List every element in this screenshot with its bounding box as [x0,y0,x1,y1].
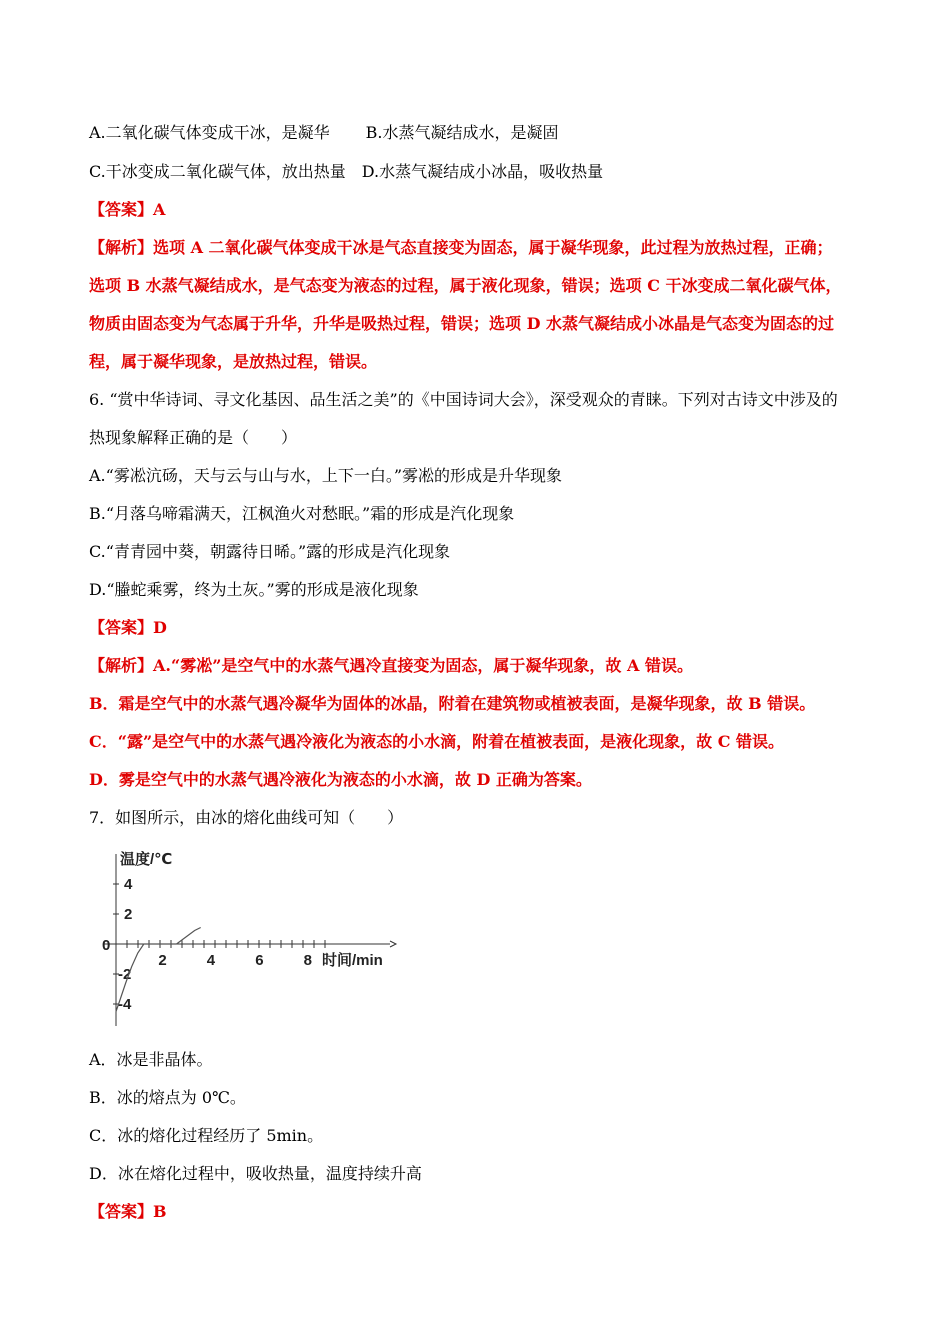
q6-analysis-line: D．雾是空气中的水蒸气遇冷液化为液态的小水滴，故 D 正确为答案。 [89,770,592,789]
x-tick-label: 4 [206,952,216,969]
q5-option-a: A.二氧化碳气体变成干冰，是凝华 [89,123,330,142]
q7-option-a: A．冰是非晶体。 [89,1050,213,1069]
q5-analysis-line: 程，属于凝华现象，是放热过程，错误。 [89,352,378,371]
q5-option-row-1 [89,123,559,143]
chart-axes [104,854,396,1026]
x-tick-label: 2 [158,952,167,969]
q5-analysis-line: 【解析】选项 A 二氧化碳气体变成干冰是气态直接变为固态，属于凝华现象，此过程为放热过程，正确； [89,238,833,257]
q6-option-d: D.“螣蛇乘雾，终为土灰。”雾的形成是液化现象 [89,580,419,599]
q7-stem: 7．如图所示，由冰的熔化曲线可知（ ） [89,808,404,827]
y-tick-label: -2 [118,966,132,983]
q5-option-b: B.水蒸气凝结成水，是凝固 [365,123,559,142]
y-axis-label: 温度/℃ [120,851,173,868]
q6-analysis-line: 【解析】A.“雾凇”是空气中的水蒸气遇冷直接变为固态，属于凝华现象，故 A 错误。 [89,656,693,675]
q7-option-d: D．冰在熔化过程中，吸收热量，温度持续升高 [89,1164,422,1183]
q5-option-row-2 [89,162,603,182]
q5-analysis-line: 选项 B 水蒸气凝结成水，是气态变为液态的过程，属于液化现象，错误；选项 C 干冰变成二氧化碳气体， [89,276,842,295]
q6-option-a: A.“雾凇沆砀，天与云与山与水，上下一白。”雾凇的形成是升华现象 [89,466,563,485]
q6-analysis-line: C．“露”是空气中的水蒸气遇冷液化为液态的小水滴，附着在植被表面，是液化现象，故 C 错误。 [89,732,785,751]
x-tick-label: 6 [255,952,264,969]
y-tick-label: -4 [118,996,132,1013]
q5-option-d: D.水蒸气凝结成小冰晶，吸收热量 [361,162,604,181]
chart-labels [102,850,383,1013]
q5-answer: 【答案】A [89,200,166,219]
q5-option-c: C.干冰变成二氧化碳气体，放出热量 [89,162,346,181]
q5-analysis-line: 物质由固态变为气态属于升华，升华是吸热过程，错误；选项 D 水蒸气凝结成小冰晶是气态变为固态的过 [89,314,835,333]
x-tick-label: 8 [303,952,312,969]
q7-option-c: C．冰的熔化过程经历了 5min。 [89,1126,324,1145]
ice-melting-chart [100,846,410,1032]
q7-option-b: B．冰的熔点为 0℃。 [89,1088,246,1107]
q6-analysis-line: B．霜是空气中的水蒸气遇冷凝华为固体的冰晶，附着在建筑物或植被表面，是凝华现象，故 B 错误。 [89,694,816,713]
y-tick-label: 2 [124,906,133,923]
q6-stem-line: 热现象解释正确的是（ ） [89,428,298,447]
q6-stem-line: 6. “赏中华诗词、寻文化基因、品生活之美”的《中国诗词大会》，深受观众的青睐。下列对古诗文中涉及的 [89,390,838,409]
y-tick-label: 0 [102,937,111,954]
x-axis-arrow [390,941,396,947]
q6-option-b: B.“月落乌啼霜满天，江枫渔火对愁眠。”霜的形成是汽化现象 [89,504,515,523]
y-tick-label: 4 [124,876,133,893]
q6-option-c: C.“青青园中葵，朝露待日晞。”露的形成是汽化现象 [89,542,451,561]
q6-answer: 【答案】D [89,618,167,637]
x-axis-label: 时间/min [322,952,383,969]
q7-answer: 【答案】B [89,1202,167,1221]
